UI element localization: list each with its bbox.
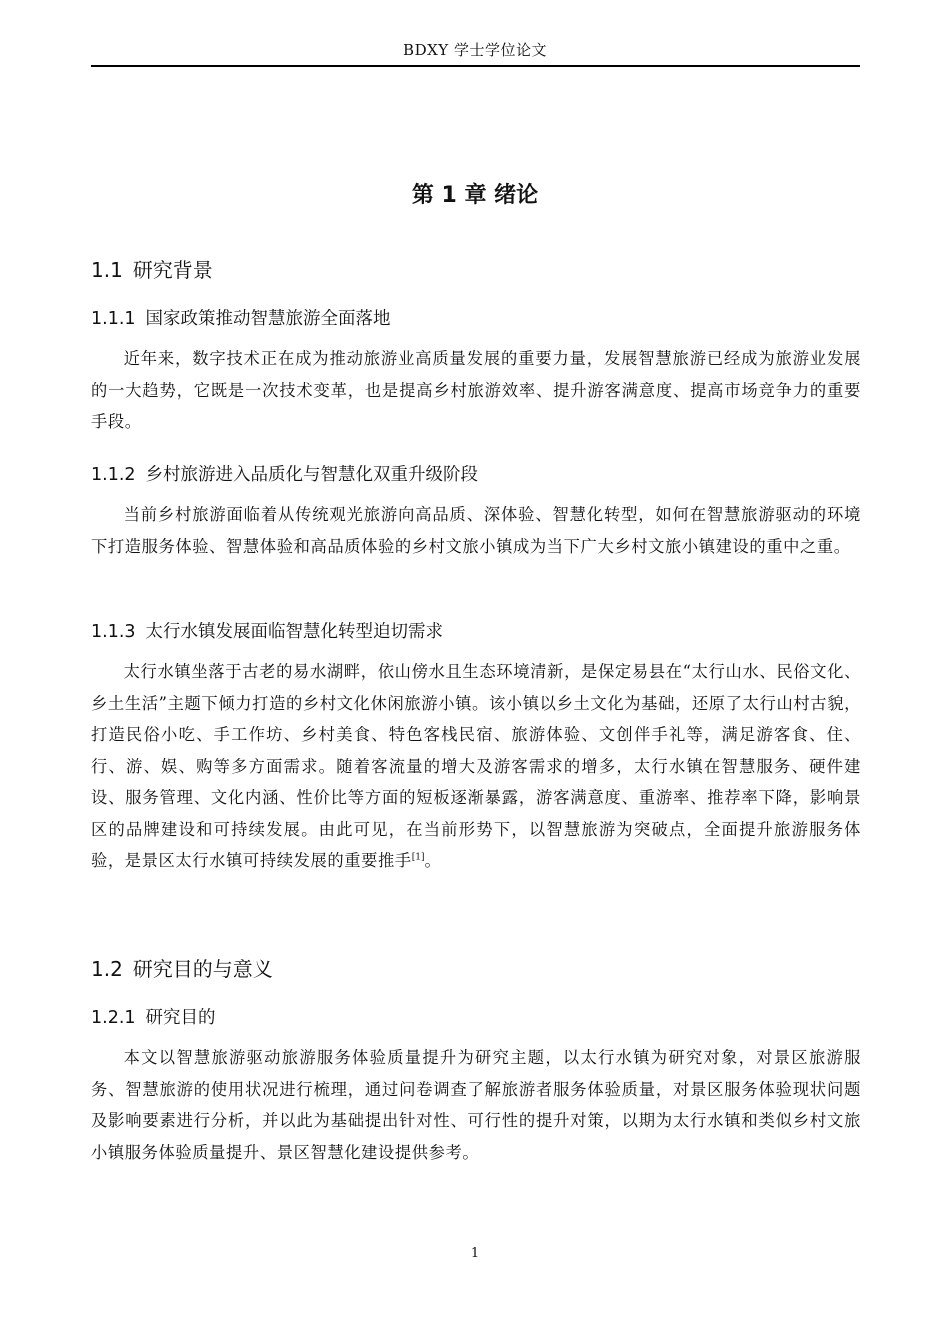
heading-text: 太行水镇发展面临智慧化转型迫切需求 [145,622,444,642]
heading-1-1 [91,254,213,283]
header-rule [91,65,860,67]
citation-1[interactable]: [1] [411,852,425,863]
heading-text: 乡村旅游进入品质化与智慧化双重升级阶段 [145,465,479,485]
paragraph-3-end: 。 [424,851,442,870]
header-title: BDXY 学士学位论文 [403,41,547,59]
paragraph-3 [91,656,861,877]
heading-number: 1.1.1 [91,309,136,329]
heading-text: 研究目的与意义 [132,957,273,981]
heading-1-1-2 [91,461,478,486]
heading-number: 1.2.1 [91,1008,136,1028]
paragraph-4: 本文以智慧旅游驱动旅游服务体验质量提升为研究主题，以太行水镇为研究对象，对景区旅游服务、智慧旅游的使用状况进行梳理，通过问卷调查了解旅游者服务体验质量，对景区服务体验现状问题及影响要素进行分析，并以此为基础提出针对性、可行性的提升对策，以期为太行水镇和类似乡村文旅小镇服务体验质量提升、景区智慧化建设提供参考。 [91,1048,861,1162]
paragraph-2: 当前乡村旅游面临着从传统观光旅游向高品质、深体验、智慧化转型，如何在智慧旅游驱动的环境下打造服务体验、智慧体验和高品质体验的乡村文旅小镇成为当下广大乡村文旅小镇建设的重中之重。 [91,505,861,556]
heading-number: 1.1.3 [91,622,136,642]
heading-1-1-1 [91,305,391,330]
heading-1-2 [91,953,273,982]
heading-text: 研究背景 [132,258,213,282]
chapter-title: 第 1 章 绪论 [411,183,539,208]
heading-number: 1.1 [91,258,123,282]
heading-text: 国家政策推动智慧旅游全面落地 [145,309,391,329]
heading-number: 1.2 [91,957,123,981]
heading-text: 研究目的 [145,1008,216,1028]
heading-1-2-1 [91,1004,216,1029]
heading-number: 1.1.2 [91,465,136,485]
paragraph-1: 近年来，数字技术正在成为推动旅游业高质量发展的重要力量，发展智慧旅游已经成为旅游业发展的一大趋势，它既是一次技术变革，也是提高乡村旅游效率、提升游客满意度、提高市场竞争力的重要手段。 [91,349,861,431]
paragraph-3-text: 太行水镇坐落于古老的易水湖畔，依山傍水且生态环境清新，是保定易县在“太行山水、民俗文化、乡土生活”主题下倾力打造的乡村文化休闲旅游小镇。该小镇以乡土文化为基础，还原了太行山村古貌，打造民俗小吃、手工作坊、乡村美食、特色客栈民宿、旅游体验、文创伴手礼等，满足游客食、住、行、游、娱、购等多方面需求。随着客流量的增大及游客需求的增多，太行水镇在智慧服务、硬件建设、服务管理、文化内涵、性价比等方面的短板逐渐暴露，游客满意度、重游率、推荐率下降，影响景区的品牌建设和可持续发展。由此可见，在当前形势下，以智慧旅游为突破点，全面提升旅游服务体验，是景区太行水镇可持续发展的重要推手 [91,662,861,870]
heading-1-1-3 [91,618,443,643]
page-number: 1 [470,1246,480,1261]
